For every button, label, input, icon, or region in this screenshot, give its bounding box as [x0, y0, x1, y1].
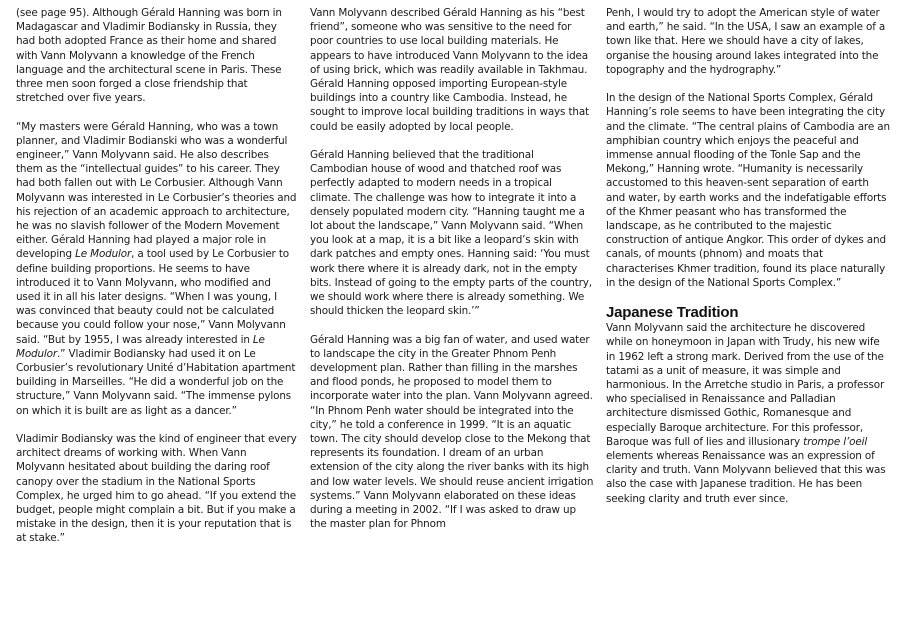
paragraph-bodiansky-engineer: Vladimir Bodiansky was the kind of engineer that every architect dreams of working with. When Vann Molyvann hesitated about building the daring roof canopy over the stadium in the National Sports Complex, he urged him to go ahead. “If you extend the budget, people might complain a bit. But if you make a mistake in the design, then it is your reputation that is at stake.” [16, 433, 297, 545]
italic-term-trompe-loeil: trompe l’oeil [803, 435, 868, 448]
text-run: “My masters were Gérald Hanning, who was a town planner, and Vladimir Bodianski who was a wonderful engineer,” Vann Molyvann said. He also describes them as the “intellectual guides” to his career. They had both fallen out with Le Corbusier. Although Vann Molyvann was interested in Le Corbusier’s theories and his rejection of an academic approach to architecture, he was no slavish follower of the Modern Movement either. Gérald Hanning had played a major role in developing [16, 120, 297, 261]
italic-title-le-modulor: Le Modulor [75, 248, 132, 261]
paragraph-best-friend: Vann Molyvann described Gérald Hanning as his “best friend”, someone who was sensitive to the need for poor countries to use local building materials. He appears to have introduced Vann Molyvann to the idea of using brick, which was readily available in Takhmau. Gérald Hanning opposed importing European-style buildings into a country like Cambodia. Instead, he sought to improve local building traditions in ways that could be easily adopted by local people. [310, 7, 589, 133]
text-column-3 [606, 6, 890, 506]
italic-title-le-modulor: Le Modulor [16, 333, 265, 360]
text-column-2 [310, 6, 594, 531]
paragraph-leopard-skin: Gérald Hanning believed that the traditional Cambodian house of wood and thatched roof was perfectly adapted to modern needs in a tropical climate. The challenge was how to integrate it into a densely populated modern city. “Hanning taught me a lot about the landscape,” Vann Molyvann said. “When you look at a map, it is a bit like a leopard’s skin with dark patches and empty ones. Hanning said: ‘You must work there where it is already dark, not in the empty bits. Instead of going to the empty parts of the country, we should work where there is already something. We should thicken the leopard skin.’” [310, 149, 592, 318]
text-run: elements whereas Renaissance was an expression of clarity and truth. Vann Molyvann believed that this was also the case with Japanese tradition. He has been seeking clarity and truth ever since. [606, 450, 886, 505]
paragraph-intro-friendship: (see page 95). Although Gérald Hanning was born in Madagascar and Vladimir Bodiansky in Russia, they had both adopted France as their home and shared with Vann Molyvann a knowledge of the French language and the architectural scene in Paris. These three men soon forged a close friendship that stretched over five years. [16, 7, 282, 105]
text-run: .” Vladimir Bodiansky had used it on Le Corbusier’s revolutionary Unité d’Habitation apartment building in Marseilles. “He did a wonderful job on the structure,” Vann Molyvann said. “The immense pylons on which it is built are as light as a dancer.” [16, 347, 296, 417]
text-run: Vann Molyvann said the architecture he discovered while on honeymoon in Japan with Trudy, his new wife in 1962 left a strong mark. Derived from the use of the tatami as a unit of measure, it was simple and harmonious. In the Arretche studio in Paris, a professor who specialised in Renaissance and Palladian architecture dismissed Gothic, Romanesque and especially Baroque architecture. For this professor, Baroque was full of lies and illusionary [606, 322, 885, 448]
paragraph-sports-complex-climate: In the design of the National Sports Complex, Gérald Hanning’s role seems to have been integrating the city and the climate. “The central plains of Cambodia are an amphibian country which enjoys the peaceful and immense annual flooding of the Tonle Sap and the Mekong,” Hanning wrote. “Humanity is necessarily accustomed to this heaven-sent separation of earth and water, by earth works and the indefatigable efforts of the Khmer peasant who has transformed the landscape, as he contributed to the majestic construction of antique Angkor. This order of dykes and canals, of mounts (phnom) and moats that characterises Khmer tradition, found its place naturally in the design of the National Sports Complex.” [606, 92, 890, 289]
text-run: , a tool used by Le Corbusier to define building proportions. He seems to have introduced it to Vann Molyvann, who modified and used it in all his later designs. “When I was young, I was convinced that beauty could not be calculated because you could follow your nose,” Vann Molyvann said. “But by 1955, I was already interested in [16, 248, 289, 346]
text-column-1 [16, 6, 298, 546]
paragraph-masters-quote [16, 120, 298, 418]
paragraph-japanese-tradition [606, 321, 890, 506]
paragraph-water-city: Gérald Hanning was a big fan of water, and used water to landscape the city in the Greater Phnom Penh development plan. Rather than filling in the marshes and flood ponds, he proposed to model them to incorporate water into the plan. Vann Molyvann agreed. “In Phnom Penh water should be integrated into the city,” he told a conference in 1999. “It is an aquatic town. The city should develop close to the Mekong that represents its foundation. I dream of an urban extension of the city along the river banks with its high and low water levels. We should reuse ancient irrigation systems.” Vann Molyvann elaborated on these ideas during a meeting in 2002. “If I was asked to draw up the master plan for Phnom [310, 333, 594, 531]
section-heading: Japanese Tradition [606, 304, 739, 322]
paragraph-water-and-earth: Penh, I would try to adopt the American style of water and earth,” he said. “In the USA, I saw an example of a town like that. Here we should have a city of lakes, organise the housing around lakes integrated into the topography and the hydrography.” [606, 7, 886, 76]
